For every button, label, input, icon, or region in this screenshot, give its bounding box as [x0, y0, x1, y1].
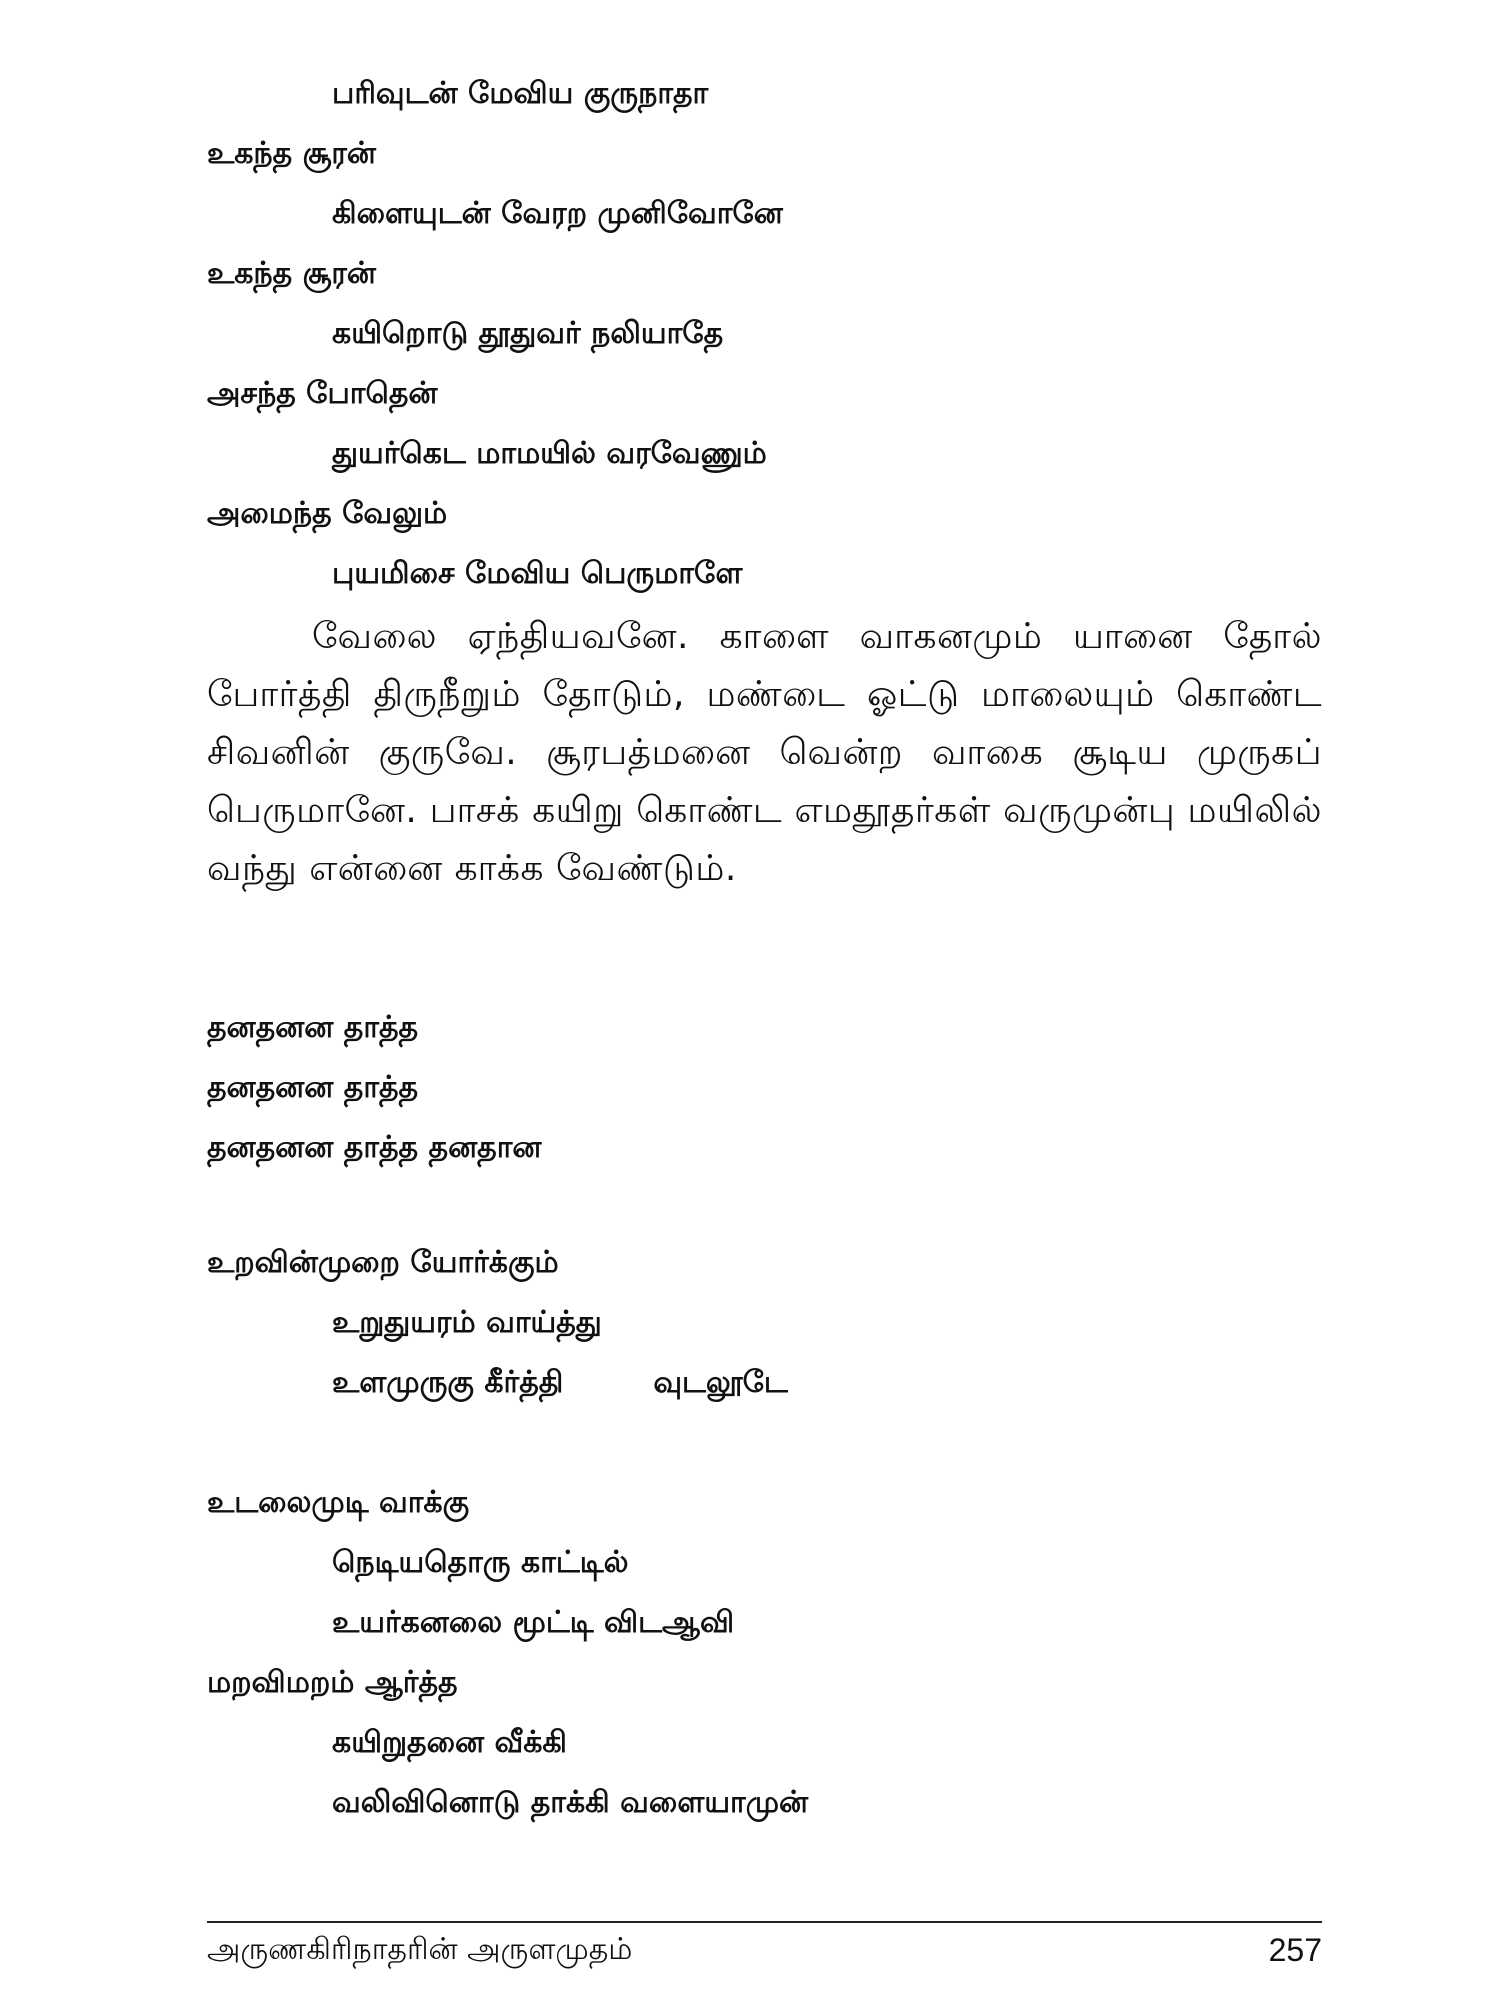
verse-line: உறவின்முறை யோர்க்கும்	[207, 1245, 559, 1280]
verse-line: உடலைமுடி வாக்கு	[207, 1485, 470, 1520]
rhythm-line: தனதனன தாத்த	[207, 1070, 419, 1105]
verse-line: கயிறுதனை வீக்கி	[332, 1725, 568, 1760]
verse-line: கயிறொடு தூதுவர் நலியாதே	[332, 316, 724, 351]
verse-line: கிளையுடன் வேரற முனிவோனே	[332, 196, 783, 231]
verse-line: அமைந்த வேலும்	[207, 496, 448, 531]
verse-line: வலிவினொடு தாக்கி வளையாமுன்	[332, 1785, 809, 1820]
verse-line: துயர்கெட மாமயில் வரவேணும்	[332, 436, 767, 471]
verse-line: உறுதுயரம் வாய்த்து	[332, 1305, 602, 1340]
verse-line: மறவிமறம் ஆர்த்த	[207, 1665, 458, 1700]
footer-divider	[207, 1921, 1322, 1923]
verse-line: புயமிசை மேவிய பெருமாளே	[332, 556, 743, 591]
rhythm-line: தனதனன தாத்த தனதான	[207, 1130, 542, 1165]
verse-line: நெடியதொரு காட்டில்	[332, 1545, 629, 1580]
meaning-paragraph: வேலை ஏந்தியவனே. காளை வாகனமும் யானை தோல் போர்த்தி திருநீறும் தோடும், மண்டை ஓட்டு மாலையும் கொண்ட சிவனின் குருவே. சூரபத்மனை வென்ற வாகை சூடிய முருகப் பெருமானே. பாசக் கயிறு கொண்ட எமதூதர்கள் வருமுன்பு மயிலில் வந்து என்னை காக்க வேண்டும்.	[207, 616, 1322, 889]
page-number: 257	[1268, 1932, 1322, 1968]
book-title: அருணகிரிநாதரின் அருளமுதம்	[207, 1932, 633, 1967]
verse-line: பரிவுடன் மேவிய குருநாதா	[332, 76, 709, 111]
verse-line: உகந்த சூரன்	[207, 136, 376, 171]
verse-line: உயர்கனலை மூட்டி விடஆவி	[332, 1605, 735, 1640]
verse-fragment: வுடலூடே	[653, 1365, 788, 1400]
verse-line	[332, 1363, 788, 1403]
verse-line: அசந்த போதென்	[207, 376, 438, 411]
verse-line: உகந்த சூரன்	[207, 256, 376, 291]
rhythm-line: தனதனன தாத்த	[207, 1010, 419, 1045]
verse-fragment: உளமுருகு கீர்த்தி	[332, 1365, 564, 1400]
